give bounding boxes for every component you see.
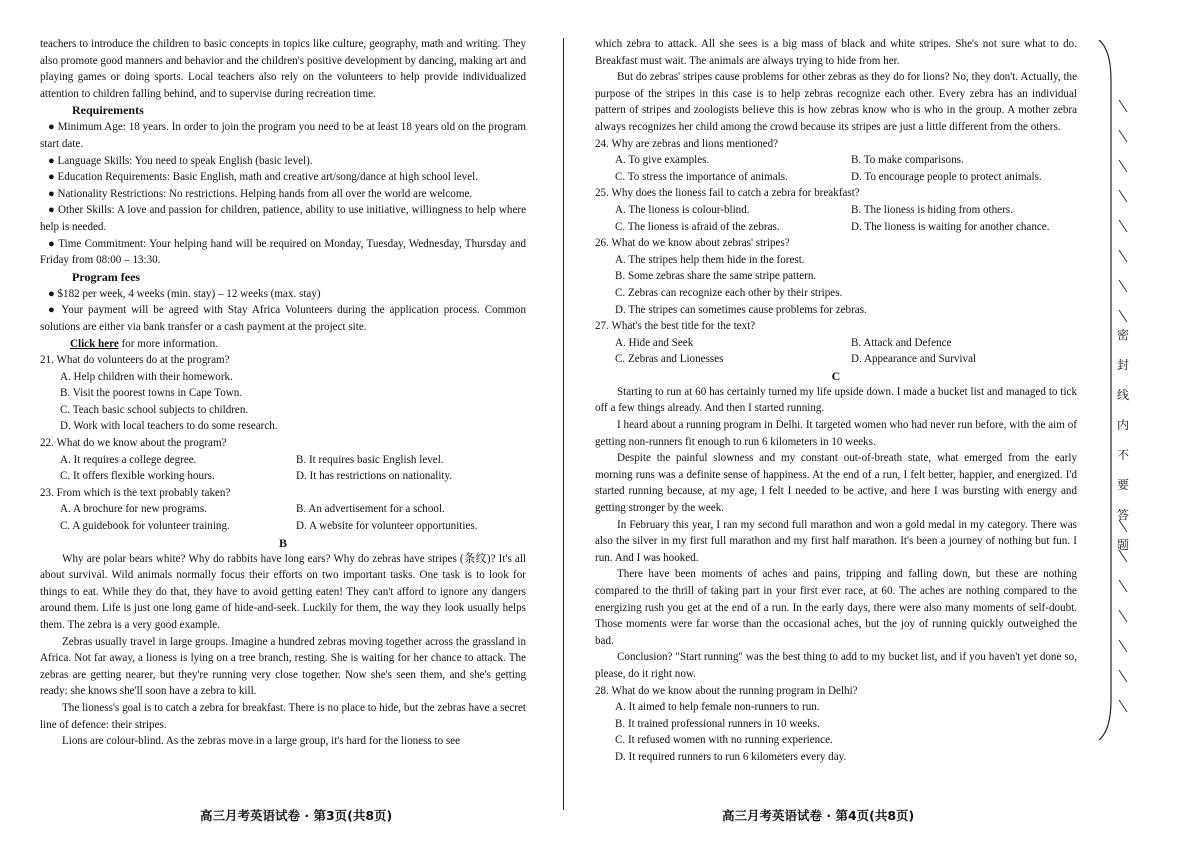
q27-option-c: C. Zebras and Lionesses — [615, 353, 724, 366]
b-paragraph-3: The lioness's goal is to catch a zebra for breakfast. There is no place to hide, but the zebras have a secret line of defence: their stripes. — [40, 701, 526, 731]
click-here-rest: for more information. — [118, 337, 218, 350]
click-here-line — [40, 336, 526, 353]
q22-options — [40, 452, 526, 485]
b-paragraph-4: Lions are colour-blind. As the zebras move in a large group, it's hard for the lioness to see — [62, 735, 461, 748]
b-paragraph-1: Why are polar bears white? Why do rabbits have long ears? Why do zebras have stripes (条纹)? It's all about survival. Wild animals normally focus their efforts on two important tasks. One task is to look for things to eat. While they do that, they have to avoid getting eaten! They can't afford to ignore any dangers around them. Life is just one long game of hide-and-seek. Luckily for them, the way they look usually helps them. The zebra is a very good example. — [40, 552, 526, 631]
q23-option-b: B. An advertisement for a school. — [296, 503, 445, 516]
q27-option-d: D. Appearance and Survival — [851, 353, 977, 366]
section-b-heading: B — [278, 535, 287, 550]
q24-option-b: B. To make comparisons. — [851, 154, 964, 167]
req-language: ● Language Skills: You need to speak English (basic level). — [48, 154, 313, 167]
intro-paragraph: teachers to introduce the children to basic concepts in topics like culture, geography, math and writing. They also promote good manners and behavior and the children's positive development by dancing, making art and playing games or doing sports. Local teachers also rely on the volunteers to help provide individualized attention to children falling behind, and to supervise during recreation time. — [40, 38, 526, 100]
q26-option-a: A. The stripes help them hide in the forest. — [615, 253, 805, 266]
requirements-heading: Requirements — [72, 103, 144, 118]
q26-options — [595, 252, 1077, 318]
q22-option-c: C. It offers flexible working hours. — [60, 470, 215, 483]
c-paragraph-6: Conclusion? "Start running" was the best thing to add to my bucket list, and if you haven't yet done so, please, do it right now. — [595, 651, 1077, 680]
footer-page-4: 高三月考英语试卷 · 第4页(共8页) — [722, 808, 915, 823]
q21-option-d: D. Work with local teachers to do some research. — [60, 420, 278, 433]
q21-option-c: C. Teach basic school subjects to children. — [60, 403, 249, 416]
seal-line-text: 密封线内不要答题 — [1116, 328, 1129, 552]
c-paragraph-4: In February this year, I ran my second full marathon and won a gold medal in my category. There was also the silver in my first full marathon and my first half marathon. It's been a journey of nothing but fun. I run. And I was hooked. — [595, 518, 1077, 564]
c-paragraph-3: Despite the painful slowness and my constant out-of-breath state, what emerged from the early morning runs was a definite sense of happiness. At the end of a run, I felt better, happier, and energized. I'd started running because, at my age, I felt I needed to be active, and here I was bursting with energy and getting stronger by the week. — [595, 452, 1077, 515]
q22-option-d: D. It has restrictions on nationality. — [296, 470, 453, 483]
question-27: 27. What's the best title for the text? — [595, 320, 756, 333]
footer-page-3: 高三月考英语试卷 · 第3页(共8页) — [200, 808, 393, 823]
q25-option-c: C. The lioness is afraid of the zebras. — [615, 220, 780, 233]
section-c-heading: C — [831, 368, 841, 383]
q23-option-d: D. A website for volunteer opportunities. — [296, 520, 478, 533]
req-other-skills: ● Other Skills: A love and passion for children, patience, ability to use initiative, willingness to help where help is needed. — [40, 204, 526, 233]
req-nationality: ● Nationality Restrictions: No restrictions. Helping hands from all over the world are welcome. — [48, 187, 473, 200]
req-education: ● Education Requirements: Basic English, math and creative art/song/dance at high school level. — [48, 171, 478, 184]
q28-option-a: A. It aimed to help female non-runners to run. — [615, 701, 820, 714]
q28-option-b: B. It trained professional runners in 10 weeks. — [615, 717, 820, 730]
q26-option-d: D. The stripes can sometimes cause problems for zebras. — [615, 303, 867, 316]
q25-option-a: A. The lioness is colour-blind. — [615, 203, 750, 216]
q22-option-b: B. It requires basic English level. — [296, 453, 444, 466]
right-page-column — [595, 36, 1077, 848]
question-28: 28. What do we know about the running program in Delhi? — [595, 684, 858, 697]
q26-option-c: C. Zebras can recognize each other by their stripes. — [615, 286, 843, 299]
q21-option-a: A. Help children with their homework. — [60, 370, 233, 383]
q23-option-a: A. A brochure for new programs. — [60, 503, 207, 516]
fee-payment: ● Your payment will be agreed with Stay Africa Volunteers during the application process. Common solutions are either via bank transfer or a cash payment at the project site. — [40, 304, 526, 333]
q27-option-a: A. Hide and Seek — [615, 336, 694, 349]
q24-option-d: D. To encourage people to protect animals. — [851, 170, 1042, 183]
question-22: 22. What do we know about the program? — [40, 437, 227, 450]
q24-options — [595, 152, 1077, 185]
q28-options — [595, 699, 1077, 765]
q28-option-c: C. It refused women with no running experience. — [615, 734, 833, 747]
page-divider — [563, 38, 564, 810]
q26-option-b: B. Some zebras share the same stripe pattern. — [615, 270, 817, 283]
q21-option-b: B. Visit the poorest towns in Cape Town. — [60, 387, 243, 400]
b-continued-1: which zebra to attack. All she sees is a big mass of black and white stripes. She's not sure what to do. Breakfast must wait. The animals are always trying to hide from her. — [595, 38, 1077, 67]
left-page-column — [40, 36, 526, 848]
q24-option-c: C. To stress the importance of animals. — [615, 170, 788, 183]
q25-options — [595, 202, 1077, 235]
question-21: 21. What do volunteers do at the program? — [40, 354, 230, 367]
q25-option-d: D. The lioness is waiting for another chance. — [851, 220, 1050, 233]
question-24: 24. Why are zebras and lions mentioned? — [595, 137, 779, 150]
fees-heading: Program fees — [72, 269, 141, 284]
q28-option-d: D. It required runners to run 6 kilometers every day. — [615, 750, 847, 763]
q27-option-b: B. Attack and Defence — [851, 336, 952, 349]
click-here-link[interactable]: Click here — [70, 337, 119, 350]
c-paragraph-2: I heard about a running program in Delhi. It targeted women who had never run before, with the aim of getting non-runners fit enough to run 6 kilometers in 10 weeks. — [595, 419, 1077, 448]
q23-options — [40, 501, 526, 534]
q23-option-c: C. A guidebook for volunteer training. — [60, 520, 230, 533]
q24-option-a: A. To give examples. — [615, 154, 710, 167]
question-23: 23. From which is the text probably taken? — [40, 486, 231, 499]
c-paragraph-5: There have been moments of aches and pains, tripping and falling down, but these are nothing compared to the thrill of taking part in your first ever race, at 60. The aches are nothing compared to the energizing rush you get at the end of a run. In the early days, there were also many moments of self-doubt. Those moments were far worse than the occasional aches, but the joy of running quickly outweighed the bad. — [595, 568, 1077, 647]
req-min-age: ● Minimum Age: 18 years. In order to join the program you need to be at least 18 years old on the program start date. — [40, 121, 526, 150]
c-paragraph-1: Starting to run at 60 has certainly turned my life upside down. I made a bucket list and managed to tick off a few things already. And then I started running. — [595, 385, 1077, 415]
q22-option-a: A. It requires a college degree. — [60, 453, 197, 466]
question-25: 25. Why does the lioness fail to catch a zebra for breakfast? — [595, 187, 860, 200]
q25-option-b: B. The lioness is hiding from others. — [851, 203, 1013, 216]
q21-options — [40, 369, 526, 435]
b-continued-2: But do zebras' stripes cause problems for other zebras as they do for lions? No, they don't. Actually, the purpose of the stripes in this case is to help zebras recognize each other. Every zebra has an individual pattern of stripes and zoologists believe this is how zebras know who is who in the group. A mother zebra always recognizes her child among the crowd because its stripes are just a little different from the others. — [595, 71, 1077, 133]
b-paragraph-2: Zebras usually travel in large groups. Imagine a hundred zebras moving together across the grassland in Africa. Not far away, a lioness is lying on a tree branch, resting. She is waiting for her chance to attack. The zebras are getting nearer, but they're running very close together. Now she's seen them, and she's getting ready: she knows she'll soon have a zebra to kill. — [40, 635, 526, 698]
q27-options — [595, 335, 1077, 368]
question-26: 26. What do we know about zebras' stripes? — [595, 237, 790, 250]
fee-weekly: ● $182 per week, 4 weeks (min. stay) – 12 weeks (max. stay) — [48, 287, 321, 300]
req-time: ● Time Commitment: Your helping hand will be required on Monday, Tuesday, Wednesday, Thursday and Friday from 08:00 – 13:30. — [40, 237, 526, 267]
